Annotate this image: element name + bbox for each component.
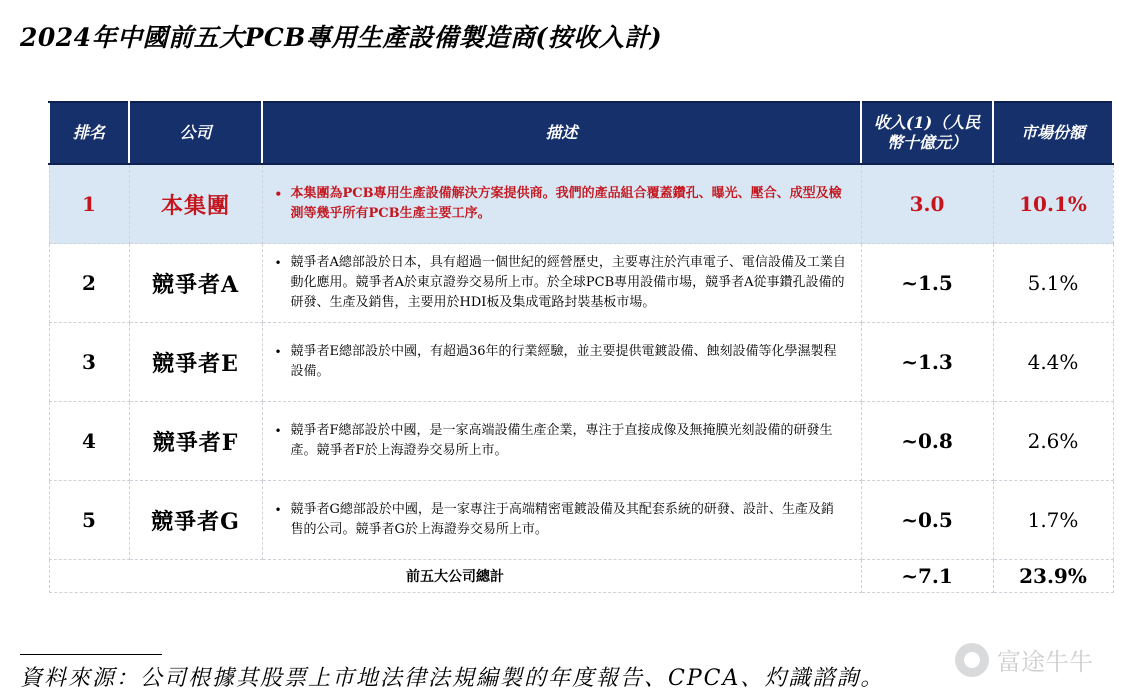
description-text: 競爭者A總部設於日本，具有超過一個世紀的經營歷史，主要專注於汽車電子、電信設備及工業自動化應用。競爭者A於東京證券交易所上市。於全球PCB專用設備市場，競爭者A從事鑽孔設備的研發、生產及銷售，主要用於HDI板及集成電路封裝基板市場。 xyxy=(290,255,846,310)
ranking-table xyxy=(48,101,1114,593)
description-text: 競爭者F總部設於中國，是一家高端設備生產企業，專注于直接成像及無掩膜光刻設備的研發生產。競爭者F於上海證券交易所上市。 xyxy=(290,423,833,458)
bullet-icon: • xyxy=(274,424,282,438)
source-note: 資料來源：公司根據其股票上市地法律法規編製的年度報告、CPCA、灼識諮詢。 xyxy=(20,666,885,691)
rank-cell: 5 xyxy=(49,481,129,560)
rank-cell: 1 xyxy=(49,164,129,244)
share-cell: 5.1% xyxy=(993,244,1113,323)
table-row xyxy=(49,323,1113,402)
share-cell: 1.7% xyxy=(993,481,1113,560)
company-cell: 競爭者A xyxy=(129,244,262,323)
share-cell: 2.6% xyxy=(993,402,1113,481)
table-row xyxy=(49,481,1113,560)
bullet-icon: • xyxy=(274,256,282,270)
description-cell xyxy=(262,164,861,244)
description-cell xyxy=(262,481,861,560)
header-revenue: 收入(1)（人民幣十億元） xyxy=(861,102,993,164)
description-text: 競爭者E總部設於中國，有超過36年的行業經驗，並主要提供電鍍設備、蝕刻設備等化學濕製程設備。 xyxy=(290,344,837,379)
header-rank: 排名 xyxy=(49,102,129,164)
total-revenue: ~7.1 xyxy=(861,560,993,593)
revenue-cell: 3.0 xyxy=(861,164,993,244)
revenue-cell: ~1.3 xyxy=(861,323,993,402)
bullet-icon: • xyxy=(274,187,283,201)
header-share: 市場份額 xyxy=(993,102,1113,164)
footnote-divider xyxy=(20,654,162,655)
total-share: 23.9% xyxy=(993,560,1113,593)
bullet-icon: • xyxy=(274,345,282,359)
rank-cell: 4 xyxy=(49,402,129,481)
table-row xyxy=(49,244,1113,323)
description-cell xyxy=(262,244,861,323)
watermark-text: 富途牛牛 xyxy=(997,648,1093,676)
share-cell: 4.4% xyxy=(993,323,1113,402)
rank-cell: 3 xyxy=(49,323,129,402)
page-title: 2024年中國前五大PCB專用生產設備製造商(按收入計) xyxy=(20,23,663,52)
bullet-icon: • xyxy=(274,503,282,517)
share-cell: 10.1% xyxy=(993,164,1113,244)
company-cell: 競爭者F xyxy=(129,402,262,481)
header-description: 描述 xyxy=(262,102,861,164)
header-company: 公司 xyxy=(129,102,262,164)
total-label: 前五大公司總計 xyxy=(49,560,861,593)
description-cell xyxy=(262,323,861,402)
company-cell: 本集團 xyxy=(129,164,262,244)
watermark xyxy=(955,642,1093,677)
description-cell xyxy=(262,402,861,481)
table-row xyxy=(49,402,1113,481)
rank-cell: 2 xyxy=(49,244,129,323)
table-header-row xyxy=(49,102,1113,164)
futu-logo-icon xyxy=(955,643,989,677)
table-row xyxy=(49,164,1113,244)
description-text: 競爭者G總部設於中國，是一家專注于高端精密電鍍設備及其配套系統的研發、設計、生產及銷售的公司。競爭者G於上海證券交易所上市。 xyxy=(290,502,834,537)
revenue-cell: ~0.8 xyxy=(861,402,993,481)
revenue-cell: ~1.5 xyxy=(861,244,993,323)
description-text: 本集團為PCB專用生產設備解決方案提供商。我們的產品組合覆蓋鑽孔、曝光、壓合、成型及檢測等幾乎所有PCB生產主要工序。 xyxy=(290,186,842,221)
company-cell: 競爭者G xyxy=(129,481,262,560)
total-row xyxy=(49,560,1113,593)
revenue-cell: ~0.5 xyxy=(861,481,993,560)
company-cell: 競爭者E xyxy=(129,323,262,402)
